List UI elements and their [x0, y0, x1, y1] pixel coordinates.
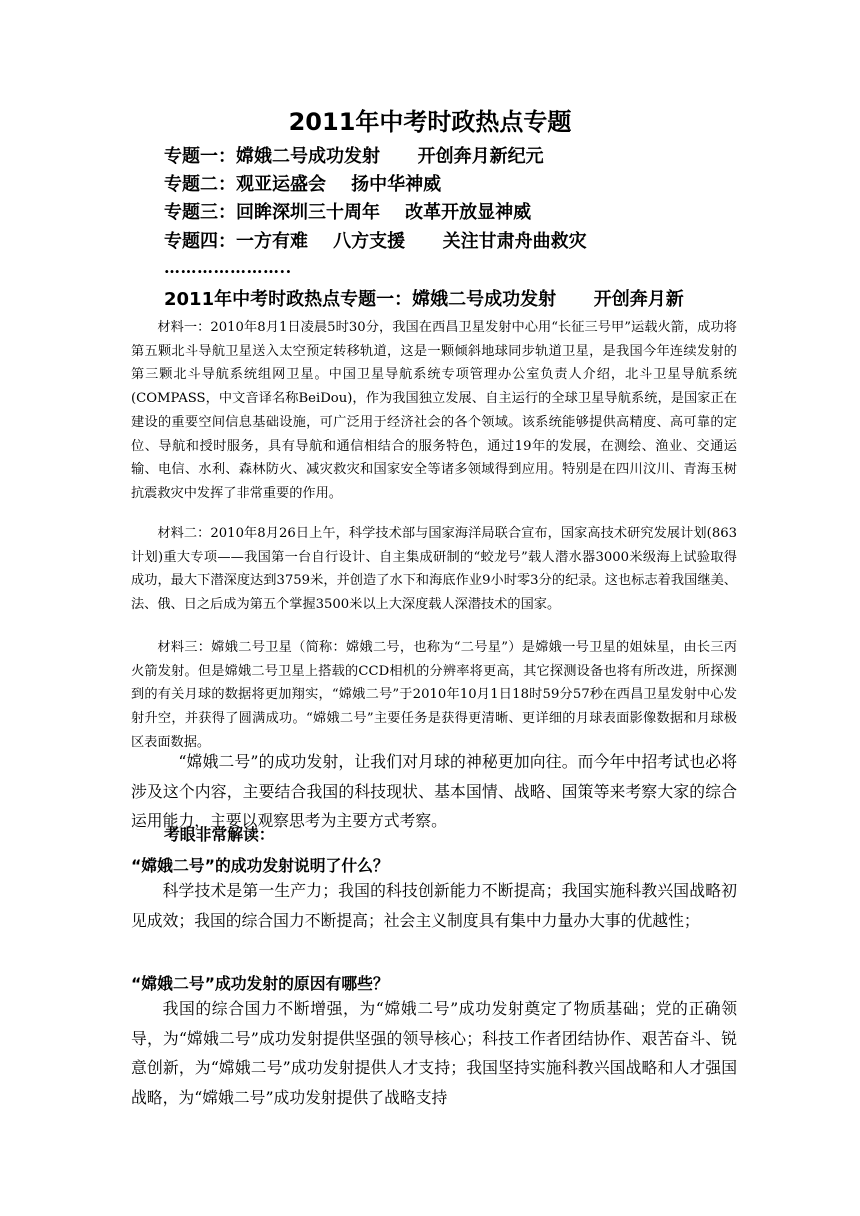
material-2 — [131, 522, 737, 617]
question-2: “嫦娥二号”成功发射的原因有哪些？ — [131, 974, 389, 993]
kaoyan-heading: 考眼非常解读： — [164, 825, 275, 844]
material-3-text: 材料三：嫦娥二号卫星（简称：嫦娥二号，也称为“二号星”）是嫦娥一号卫星的姐妹星，由长三丙火箭发射。但是嫦娥二号卫星上搭载的CCD相机的分辨率将更高，其它探测设备也将有所改进，所探测到的有关月球的数据将更加翔实，“嫦娥二号”于2010年10月1日18时59分57秒在西昌卫星发射中心发射升空，并获得了圆满成功。“嫦娥二号”主要任务是获得更清晰、更详细的月球表面影像数据和月球极区表面数据。 — [131, 640, 737, 750]
answer-1 — [131, 876, 737, 935]
topic-1: 专题一：嫦娥二号成功发射 开创奔月新纪元 — [164, 146, 544, 167]
question-1: “嫦娥二号”的成功发射说明了什么？ — [131, 856, 389, 875]
topic-2: 专题二：观亚运盛会 扬中华神威 — [164, 174, 442, 195]
topic-4: 专题四：一方有难 八方支援 关注甘肃舟曲救灾 — [164, 231, 587, 252]
document-title: 2011年中考时政热点专题 — [288, 108, 572, 136]
answer-2 — [131, 994, 737, 1112]
intro-text: “嫦娥二号”的成功发射，让我们对月球的神秘更加向往。而今年中招考试也必将涉及这个内容，主要结合我国的科技现状、基本国情、战略、国策等来考察大家的综合运用能力，主要以观察思考为主要方式考察。 — [131, 752, 737, 830]
material-3 — [131, 636, 737, 755]
ellipsis-line: ………………….. — [164, 258, 292, 277]
material-2-text: 材料二：2010年8月26日上午，科学技术部与国家海洋局联合宣布，国家高技术研究发展计划(863计划)重大专项——我国第一台自行设计、自主集成研制的“蛟龙号”载人潜水器3000米级海上试验取得成功，最大下潜深度达到3759米，并创造了水下和海底作业9小时零3分的纪录。这也标志着我国继美、法、俄、日之后成为第五个掌握3500米以上大深度载人深潜技术的国家。 — [131, 526, 737, 613]
answer-1-text: 科学技术是第一生产力；我国的科技创新能力不断提高；我国实施科教兴国战略初见成效；我国的综合国力不断提高；社会主义制度具有集中力量办大事的优越性； — [131, 881, 737, 930]
material-1-text: 材料一：2010年8月1日凌晨5时30分，我国在西昌卫星发射中心用“长征三号甲”运载火箭，成功将第五颗北斗导航卫星送入太空预定转移轨道，这是一颗倾斜地球同步轨道卫星，是我国今年连续发射的第三颗北斗导航系统组网卫星。中国卫星导航系统专项管理办公室负责人介绍，北斗卫星导航系统(COMPASS，中文音译名称BeiDou)，作为我国独立发展、自主运行的全球卫星导航系统，是国家正在建设的重要空间信息基础设施，可广泛用于经济社会的各个领域。该系统能够提供高精度、高可靠的定位、导航和授时服务，具有导航和通信相结合的服务特色，通过19年的发展，在测绘、渔业、交通运输、电信、水利、森林防火、减灾救灾和国家安全等诸多领域得到应用。特别是在四川汶川、青海玉树抗震救灾中发挥了非常重要的作用。 — [131, 320, 737, 501]
topic-3: 专题三：回眸深圳三十周年 改革开放显神威 — [164, 202, 532, 223]
answer-2-text: 我国的综合国力不断增强，为“嫦娥二号”成功发射奠定了物质基础；党的正确领导，为“嫦娥二号”成功发射提供坚强的领导核心；科技工作者团结协作、艰苦奋斗、锐意创新，为“嫦娥二号”成功发射提供人才支持；我国坚持实施科教兴国战略和人才强国战略，为“嫦娥二号”成功发射提供了战略支持 — [131, 999, 737, 1107]
section-title: 2011年中考时政热点专题一：嫦娥二号成功发射 开创奔月新 — [164, 289, 684, 310]
material-1 — [131, 316, 737, 506]
